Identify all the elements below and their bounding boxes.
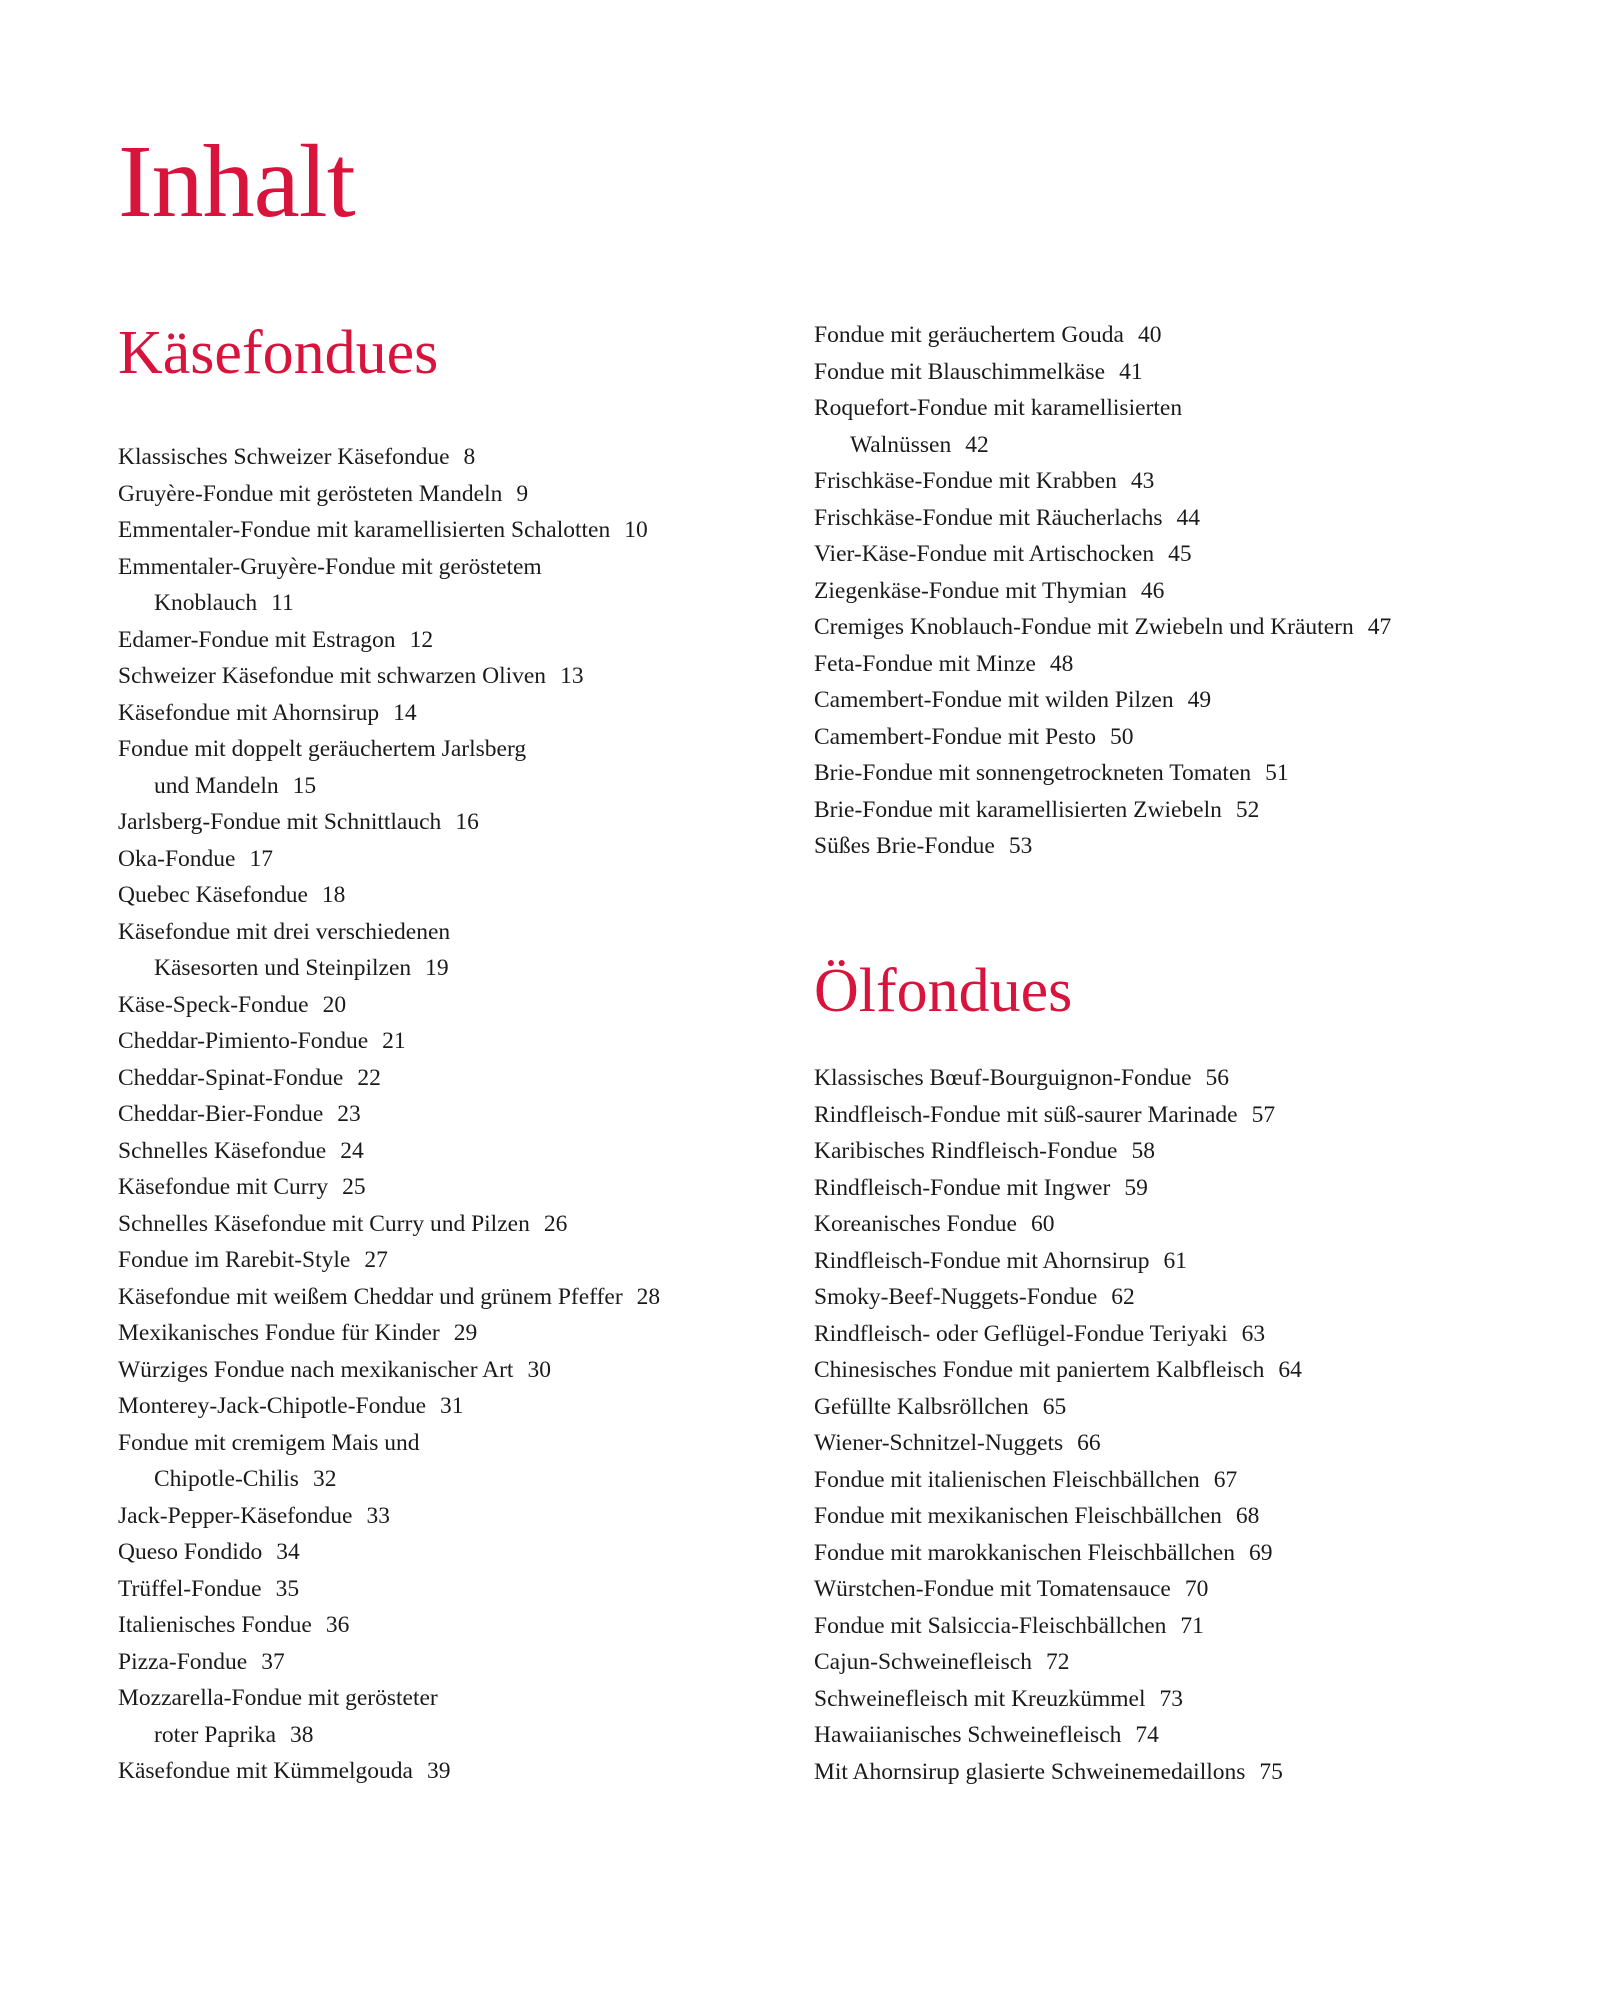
toc-entry-title: Jarlsberg-Fondue mit Schnittlauch [118,809,442,835]
toc-entry[interactable] [814,719,1514,756]
toc-entry-title: Ziegenkäse-Fondue mit Thymian [814,577,1127,604]
toc-entry-title: Fondue mit italienischen Fleischbällchen [814,1466,1200,1493]
toc-page-number: 9 [516,480,529,507]
toc-entry[interactable] [814,536,1514,573]
toc-entry-title: Cajun-Schweinefleisch [814,1649,1032,1675]
toc-entry[interactable] [118,1607,738,1644]
toc-page-number: 31 [440,1393,464,1419]
toc-entry-title: Hawaiianisches Schweinefleisch [814,1722,1122,1748]
toc-list-oelfondues [814,1060,1514,1790]
toc-page-number: 59 [1124,1174,1148,1201]
toc-entry-title: Klassisches Schweizer Käsefondue [118,444,450,470]
toc-page-number: 47 [1367,614,1392,640]
toc-entry-title: Schweinefleisch mit Kreuzkümmel [814,1685,1146,1712]
toc-entry[interactable] [814,1389,1514,1426]
toc-entry-title: Rindfleisch-Fondue mit Ahornsirup [814,1247,1150,1274]
toc-page-number: 15 [292,772,317,799]
toc-page-number: 65 [1042,1393,1067,1420]
toc-entry-title: Emmentaler-Gruyère-Fondue mit geröstetem [118,553,542,580]
toc-page-number: 12 [409,626,434,653]
toc-entry-title-continued: und Mandeln [154,772,279,799]
toc-entry-title: Brie-Fondue mit karamellisierten Zwiebeln [814,796,1222,823]
toc-entry-title: Fondue mit mexikanischen Fleischbällchen [814,1503,1222,1529]
toc-page-number: 70 [1184,1576,1209,1602]
toc-entry-title: Cheddar-Spinat-Fondue [118,1064,344,1091]
toc-entry[interactable] [814,1644,1514,1681]
toc-page-number: 46 [1140,577,1165,604]
toc-entry[interactable] [814,1754,1514,1791]
toc-entry-title: Camembert-Fondue mit Pesto [814,723,1096,750]
toc-entry[interactable] [118,622,738,659]
toc-page-number: 28 [636,1283,661,1310]
toc-page-number: 63 [1241,1320,1266,1347]
toc-entry[interactable] [814,354,1514,391]
toc-entry[interactable] [118,877,738,914]
toc-page-number: 8 [463,444,476,470]
toc-entry-title: Fondue im Rarebit-Style [118,1247,351,1273]
toc-entry-title: Roquefort-Fondue mit karamellisierten [814,395,1183,421]
toc-page-number: 51 [1265,760,1289,786]
toc-page-number: 45 [1168,541,1192,567]
toc-entry-title: Italienisches Fondue [118,1612,312,1638]
toc-entry-title: Cheddar-Pimiento-Fondue [118,1028,369,1054]
toc-entry[interactable] [118,658,738,695]
toc-entry-title: Frischkäse-Fondue mit Krabben [814,468,1117,494]
toc-entry-title: Trüffel-Fondue [118,1575,262,1602]
toc-entry-title: Mexikanisches Fondue für Kinder [118,1320,440,1346]
toc-entry[interactable] [118,731,738,804]
toc-entry[interactable] [814,1243,1514,1280]
toc-entry[interactable] [118,1534,738,1571]
toc-entry[interactable] [814,646,1514,683]
toc-entry[interactable] [814,682,1514,719]
toc-page-number: 10 [624,517,648,543]
toc-entry[interactable] [118,1315,738,1352]
toc-entry[interactable] [118,1498,738,1535]
toc-entry[interactable] [118,439,738,476]
toc-entry-title: Käsefondue mit Kümmelgouda [118,1758,413,1784]
toc-entry[interactable] [118,1133,738,1170]
toc-entry-title: Fondue mit Salsiccia-Fleischbällchen [814,1612,1167,1639]
toc-entry-title: Käsefondue mit Curry [118,1174,329,1200]
toc-entry[interactable] [814,1170,1514,1207]
toc-entry[interactable] [814,1498,1514,1535]
toc-page-number: 24 [340,1137,364,1164]
toc-entry[interactable] [814,828,1514,865]
toc-page-number: 57 [1251,1101,1276,1128]
toc-page-number: 42 [965,431,989,458]
toc-entry-title: Cheddar-Bier-Fondue [118,1101,324,1127]
toc-entry[interactable] [118,549,738,622]
toc-entry[interactable] [118,476,738,513]
toc-page-number: 41 [1119,358,1143,385]
toc-entry-title: Quebec Käsefondue [118,882,308,908]
toc-entry-title: Feta-Fondue mit Minze [814,650,1036,677]
toc-entry-title: Fondue mit cremigem Mais und [118,1429,420,1456]
toc-entry[interactable] [814,1279,1514,1316]
toc-entry-title: Schnelles Käsefondue mit Curry und Pilzen [118,1210,530,1237]
toc-page-number: 74 [1135,1722,1159,1748]
toc-entry[interactable] [814,1060,1514,1097]
toc-page-number: 25 [342,1174,366,1200]
toc-entry-title: Käse-Speck-Fondue [118,991,309,1018]
toc-page-number: 34 [276,1539,300,1565]
toc-entry-title: Gruyère-Fondue mit gerösteten Mandeln [118,480,503,507]
toc-entry[interactable] [814,573,1514,610]
toc-entry-title: Rindfleisch-Fondue mit süß-saurer Marinade [814,1101,1238,1128]
toc-entry[interactable] [814,500,1514,537]
toc-entry-title: Rindfleisch- oder Geflügel-Fondue Teriyaki [814,1320,1228,1347]
toc-page-number: 61 [1163,1247,1188,1274]
toc-entry[interactable] [118,804,738,841]
toc-entry[interactable] [118,1352,738,1389]
toc-page-number: 37 [261,1648,285,1675]
toc-page-number: 17 [249,845,273,872]
toc-entry[interactable] [814,317,1514,354]
toc-entry[interactable] [118,1060,738,1097]
toc-entry-title-continued: Walnüssen [850,431,952,458]
toc-entry-title: Klassisches Bœuf-Bourguignon-Fondue [814,1065,1192,1091]
toc-entry[interactable] [814,1608,1514,1645]
toc-entry-title-continued: Knoblauch [154,590,258,616]
toc-page-number: 14 [393,699,417,726]
toc-entry-title: Karibisches Rindfleisch-Fondue [814,1138,1118,1164]
toc-entry[interactable] [118,1753,738,1790]
toc-entry-title-continued: roter Paprika [154,1721,277,1748]
toc-entry-title: Wiener-Schnitzel-Nuggets [814,1430,1064,1456]
toc-entry[interactable] [814,1206,1514,1243]
toc-page-number: 18 [321,882,346,908]
toc-entry[interactable] [118,1680,738,1753]
toc-page-number: 39 [427,1758,451,1784]
toc-entry[interactable] [814,755,1514,792]
toc-entry[interactable] [814,1571,1514,1608]
toc-entry-title: Mozzarella-Fondue mit gerösteter [118,1685,438,1711]
toc-page-number: 20 [322,991,347,1018]
toc-entry-title: Edamer-Fondue mit Estragon [118,626,396,653]
toc-page-number: 53 [1008,833,1033,859]
toc-entry[interactable] [118,1096,738,1133]
toc-list-kaesefondues-continued [814,317,1514,865]
toc-page-number: 64 [1278,1357,1302,1383]
toc-entry-title: Käsefondue mit weißem Cheddar und grünem Pfeffer [118,1283,623,1310]
toc-entry-title: Koreanisches Fondue [814,1211,1017,1237]
toc-page-number: 58 [1131,1138,1155,1164]
toc-list-kaesefondues [118,439,738,1790]
toc-entry[interactable] [814,463,1514,500]
page-title: Inhalt [118,124,355,239]
toc-page-number: 69 [1248,1539,1273,1566]
toc-page-number: 21 [382,1028,406,1054]
toc-entry[interactable] [118,1644,738,1681]
toc-entry[interactable] [814,792,1514,829]
toc-page-number: 36 [325,1612,350,1638]
toc-entry[interactable] [814,1316,1514,1353]
toc-page-number: 66 [1077,1430,1101,1456]
toc-entry-title: Käsefondue mit Ahornsirup [118,699,380,726]
toc-page-number: 40 [1137,322,1162,348]
toc-entry-title-continued: Chipotle-Chilis [154,1466,299,1492]
toc-entry-title: Frischkäse-Fondue mit Räucherlachs [814,504,1163,531]
toc-entry-title: Monterey-Jack-Chipotle-Fondue [118,1393,427,1419]
toc-page-number: 16 [455,809,479,835]
toc-entry-title: Fondue mit marokkanischen Fleischbällchen [814,1539,1235,1566]
toc-entry-title-continued: Käsesorten und Steinpilzen [154,955,412,981]
toc-page-number: 32 [312,1466,337,1492]
toc-entry[interactable] [118,914,738,987]
toc-entry[interactable] [118,1571,738,1608]
toc-entry-title: Camembert-Fondue mit wilden Pilzen [814,687,1174,713]
toc-entry[interactable] [118,1169,738,1206]
toc-entry[interactable] [814,1097,1514,1134]
toc-entry-title: Cremiges Knoblauch-Fondue mit Zwiebeln und Kräutern [814,614,1354,640]
section-title-oelfondues: Ölfondues [814,957,1073,1025]
toc-entry[interactable] [118,987,738,1024]
toc-entry-title: Fondue mit Blauschimmelkäse [814,358,1106,385]
toc-page-number: 62 [1111,1284,1135,1310]
toc-entry-title: Vier-Käse-Fondue mit Artischocken [814,541,1155,567]
toc-entry-title: Fondue mit doppelt geräuchertem Jarlsberg [118,736,527,762]
toc-page-number: 19 [425,955,449,981]
toc-entry[interactable] [118,1425,738,1498]
toc-page-number: 38 [290,1721,314,1748]
toc-entry-title: Käsefondue mit drei verschiedenen [118,918,451,945]
toc-entry[interactable] [814,1717,1514,1754]
toc-entry-title: Smoky-Beef-Nuggets-Fondue [814,1284,1098,1310]
toc-entry[interactable] [814,1462,1514,1499]
toc-entry-title: Rindfleisch-Fondue mit Ingwer [814,1174,1111,1201]
toc-entry[interactable] [118,1023,738,1060]
toc-entry-title: Mit Ahornsirup glasierte Schweinemedaillons [814,1758,1246,1785]
toc-page-number: 49 [1187,687,1212,713]
toc-entry[interactable] [814,609,1514,646]
toc-entry-title: Schweizer Käsefondue mit schwarzen Oliven [118,663,547,689]
toc-entry-title: Fondue mit geräuchertem Gouda [814,322,1124,348]
toc-entry[interactable] [118,1242,738,1279]
toc-entry-title: Jack-Pepper-Käsefondue [118,1502,353,1529]
toc-page-number: 26 [543,1210,568,1237]
toc-page-number: 48 [1049,650,1074,677]
toc-page-number: 11 [271,590,294,616]
toc-page-number: 29 [453,1320,478,1346]
toc-page-number: 71 [1180,1612,1204,1639]
toc-page-number: 68 [1235,1503,1260,1529]
toc-page-number: 35 [275,1575,300,1602]
toc-entry-title: Schnelles Käsefondue [118,1137,327,1164]
toc-page-number: 73 [1159,1685,1184,1712]
toc-entry[interactable] [814,1681,1514,1718]
toc-page-number: 56 [1205,1065,1230,1091]
toc-page-number: 30 [527,1356,551,1383]
toc-entry[interactable] [814,1535,1514,1572]
toc-entry[interactable] [118,1388,738,1425]
toc-entry-title: Emmentaler-Fondue mit karamellisierten Schalotten [118,517,611,543]
toc-page-number: 67 [1213,1466,1238,1493]
section-title-kaesefondues: Käsefondues [118,319,439,387]
toc-entry[interactable] [118,512,738,549]
toc-page-number: 44 [1176,504,1200,531]
toc-page-number: 52 [1235,796,1260,823]
toc-entry[interactable] [814,1133,1514,1170]
toc-entry[interactable] [814,1425,1514,1462]
toc-entry-title: Würstchen-Fondue mit Tomatensauce [814,1576,1171,1602]
toc-entry[interactable] [814,390,1514,463]
toc-entry-title: Pizza-Fondue [118,1648,248,1675]
toc-page-number: 72 [1045,1649,1070,1675]
toc-entry[interactable] [814,1352,1514,1389]
toc-page-number: 43 [1130,468,1155,494]
toc-entry-title: Chinesisches Fondue mit paniertem Kalbfleisch [814,1357,1265,1383]
toc-page-number: 27 [364,1247,388,1273]
toc-entry-title: Süßes Brie-Fondue [814,833,995,859]
toc-entry-title: Würziges Fondue nach mexikanischer Art [118,1356,514,1383]
toc-page-number: 22 [357,1064,381,1091]
toc-page-number: 60 [1030,1211,1055,1237]
toc-page-number: 13 [560,663,584,689]
toc-page-number: 33 [366,1502,390,1529]
toc-entry[interactable] [118,695,738,732]
toc-entry-title: Oka-Fondue [118,845,236,872]
toc-entry[interactable] [118,1279,738,1316]
toc-page-number: 23 [337,1101,361,1127]
toc-page-number: 75 [1259,1758,1283,1785]
toc-page-number: 50 [1109,723,1134,750]
toc-entry[interactable] [118,1206,738,1243]
toc-entry-title: Gefüllte Kalbsröllchen [814,1393,1029,1420]
toc-entry-title: Brie-Fondue mit sonnengetrockneten Tomaten [814,760,1252,786]
toc-entry[interactable] [118,841,738,878]
toc-entry-title: Queso Fondido [118,1539,263,1565]
